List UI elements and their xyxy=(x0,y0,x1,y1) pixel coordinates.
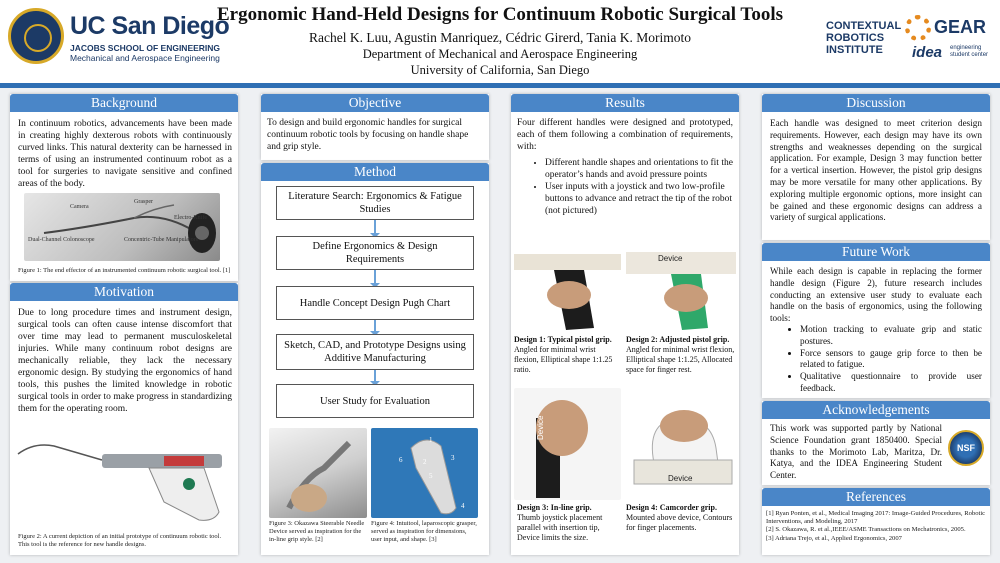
future-bullet-1: • Motion tracking to evaluate grip and static postures. xyxy=(800,324,982,348)
design4-device-label: Device xyxy=(668,474,693,483)
nsf-logo xyxy=(948,430,984,466)
gear-logo-text: GEAR xyxy=(934,17,987,37)
poster-header xyxy=(0,0,1000,83)
poster-title: Ergonomic Hand-Held Designs for Continuum Robotic Surgical Tools xyxy=(216,4,784,25)
future-work-intro: While each design is capable in replacing the former handle design (Figure 2), future research includes conducting an extensive user study to evaluate each handle on the basis of ergonomics, using the following tools: xyxy=(770,266,982,324)
acknowledgements-text: This work was supported partly by National Science Foundation grant 1850400. Special thanks to the Morimoto Lab, Maritza, Dr. Katya, and the IDEA Engineering Student Center. xyxy=(770,423,942,481)
design4-title: Design 4: Camcorder grip. xyxy=(626,503,717,512)
fig1-label-camera: Camera xyxy=(70,204,89,210)
idea-logo-text: idea xyxy=(912,44,943,61)
background-heading: Background xyxy=(10,94,238,112)
design1-caption xyxy=(514,335,621,375)
fig1-label-colonoscope: Dual-Channel Colonoscope xyxy=(28,237,95,243)
method-heading: Method xyxy=(261,163,489,181)
design2-device-label: Device xyxy=(658,254,683,263)
design4-text: Mounted above device, Contours for finger placements. xyxy=(626,513,733,532)
design3-caption xyxy=(517,503,623,543)
design3-device-label: Device xyxy=(536,415,545,440)
authors: Rachel K. Luu, Agustin Manriquez, Cédric Girerd, Tania K. Morimoto xyxy=(309,30,691,45)
design2-caption xyxy=(626,335,736,375)
design3-image xyxy=(514,388,621,500)
gear-icon xyxy=(905,15,931,41)
future-bullet-3: • Qualitative questionnaire to provide user feedback. xyxy=(800,371,982,395)
future-bullet-2: • Force sensors to gauge grip force to then be related to fatigue. xyxy=(800,348,982,372)
design3-text: Thumb joystick placement parallel with insertion tip, Device limits the size. xyxy=(517,513,603,542)
method-arrow-3 xyxy=(374,320,376,332)
reference-3: [3] Adriana Trejo, et al., Applied Ergonomics, 2007 xyxy=(766,534,902,542)
prototype-tool-image xyxy=(14,432,232,528)
fig4-label-4: 4 xyxy=(461,502,465,510)
references-heading: References xyxy=(762,488,990,506)
method-arrow-4 xyxy=(374,370,376,382)
fig1-label-manipulators: Concentric-Tube Manipulators xyxy=(124,237,198,243)
fig1-label-grasper: Grasper xyxy=(134,199,153,205)
design2-title: Design 2: Adjusted pistol grip. xyxy=(626,335,730,344)
figure2-caption: Figure 2: A current depiction of an initial prototype of continuum robotic tool. This tool is the reference for new handle designs. xyxy=(18,533,222,548)
fig4-label-5: 5 xyxy=(429,472,433,480)
results-bullet-1: • Different handle shapes and orientations to fit the operator’s hands and avoid pressure points xyxy=(545,157,733,181)
motivation-heading: Motivation xyxy=(10,283,238,301)
figure3-caption: Figure 3: Okazawa Steerable Needle Device served as inspiration for the in-line grip style. [2] xyxy=(269,520,365,543)
discussion-heading: Discussion xyxy=(762,94,990,112)
fig4-label-1: 1 xyxy=(429,436,433,444)
method-arrow-2 xyxy=(374,270,376,284)
future-work-bullets xyxy=(768,324,982,395)
ucsd-logo-text: UC San Diego xyxy=(70,12,230,40)
robot-end-effector-image xyxy=(24,193,220,261)
idea-subtitle: engineering student center xyxy=(950,45,989,58)
results-heading: Results xyxy=(511,94,739,112)
future-work-heading: Future Work xyxy=(762,243,990,261)
department: Department of Mechanical and Aerospace Engineering xyxy=(362,47,638,61)
mae-text: Mechanical and Aerospace Engineering xyxy=(70,53,220,63)
references-list xyxy=(766,510,986,543)
figure1-caption: Figure 1: The end effector of an instrumented continuum robotic surgical tool. [1] xyxy=(18,267,231,274)
method-step-3: Handle Concept Design Pugh Chart xyxy=(276,286,474,320)
design4-image xyxy=(626,388,736,500)
intuitool-image xyxy=(371,428,478,518)
nsf-logo-text: NSF xyxy=(957,443,975,453)
reference-1: [1] Ryan Ponten, et al., Medical Imaging 2017: Image-Guided Procedures, Robotic Interventions, and Modeling, 2017 xyxy=(766,510,986,526)
fig1-label-electroknife: Electro-Knife xyxy=(174,215,207,221)
design3-title: Design 3: In-line grip. xyxy=(517,503,592,512)
design2-text: Angled for minimal wrist flexion, Elliptical shape 1:1.25, Allocated space for finger rest. xyxy=(626,345,735,374)
method-step-2: Define Ergonomics & Design Requirements xyxy=(276,236,474,270)
background-text: In continuum robotics, advancements have been made in creating highly dexterous robots with continuously curved links. This natural dexterity can be harnessed in terms of using an instrumented continuum robot as a tool for surgeries to navigate sensitive and confined areas of the body. xyxy=(18,119,232,189)
design1-title: Design 1: Typical pistol grip. xyxy=(514,335,612,344)
objective-text: To design and build ergonomic handles for surgical continuum robotic tools by focusing on handle shape and grip style. xyxy=(267,118,469,152)
results-bullets xyxy=(517,157,733,217)
fig4-label-2: 2 xyxy=(423,458,427,466)
cri-logo: CONTEXTUAL ROBOTICS INSTITUTE xyxy=(826,20,902,56)
method-arrow-1 xyxy=(374,220,376,234)
fig4-label-3: 3 xyxy=(451,454,455,462)
results-bullet-2: • User inputs with a joystick and two low-profile buttons to advance and retract the tip of the robot (not pictured) xyxy=(545,181,733,217)
reference-2: [2] S. Okazawa, R. et al.,IEEE/ASME Transactions on Mechatronics, 2005. xyxy=(766,526,966,534)
design1-text: Angled for minimal wrist flexion, Elliptical shape 1:1.25 ratio. xyxy=(514,345,613,374)
design4-caption xyxy=(626,503,736,533)
discussion-text: Each handle was designed to meet criterion design requirements. However, each design may have its own strengths and weaknesses depending on the surgical application. For example, Design 3 may function better for a vertical insertion. However, the pistol grip designs may be more versatile for many other applications. By exploring multiple ergonomic options, more insight can be gained and these ergonomic designs can address a variety of surgical applications. xyxy=(770,118,982,223)
method-step-4: Sketch, CAD, and Prototype Designs using Additive Manufacturing xyxy=(276,334,474,370)
header-divider xyxy=(0,83,1000,88)
jacobs-school-text: JACOBS SCHOOL OF ENGINEERING xyxy=(70,43,221,53)
results-intro: Four different handles were designed and prototyped, each of them following a combination of requirements, with: xyxy=(517,118,733,152)
okazawa-device-image xyxy=(269,428,367,518)
method-step-5: User Study for Evaluation xyxy=(276,384,474,418)
motivation-text: Due to long procedure times and instrument design, surgical tools can often cause intense discomfort that over time may lead to permanent musculoskeletal injuries. While many continuum robot designs are mechanically reliable, they lack the necessary ergonomic design. By studying the ergonomics of hand tools, this pushes the limited knowledge in robotic surgical tools in order to make progress in standardizing them for the operating room. xyxy=(18,308,232,414)
method-step-1: Literature Search: Ergonomics & Fatigue Studies xyxy=(276,186,474,220)
objective-heading: Objective xyxy=(261,94,489,112)
figure4-caption: Figure 4: Intuitool, laparoscopic grasper, served as inspiration for dimensions, user input, and shape. [3] xyxy=(371,520,477,543)
acknowledgements-heading: Acknowledgements xyxy=(762,401,990,419)
design1-image xyxy=(514,250,621,332)
university: University of California, San Diego xyxy=(410,63,590,77)
fig4-label-6: 6 xyxy=(399,456,403,464)
